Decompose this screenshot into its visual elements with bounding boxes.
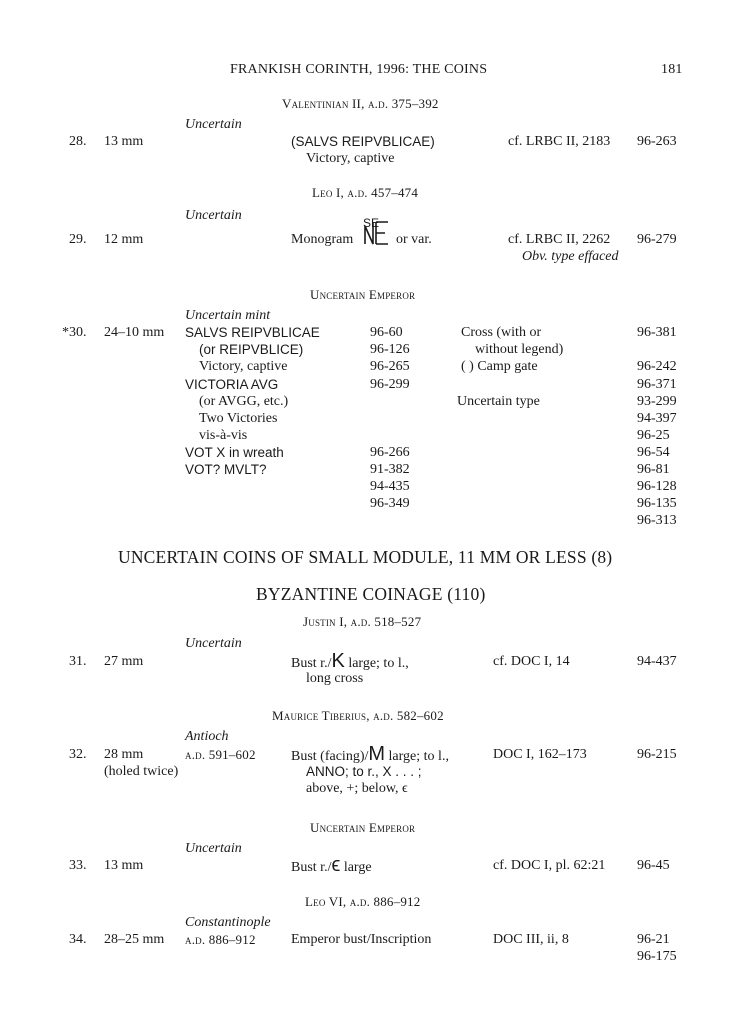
e32-inventory: 96-215 <box>637 747 677 762</box>
e33-obverse-detail: large <box>340 860 372 875</box>
e31-reference: cf. DOC I, 14 <box>493 654 570 669</box>
e31-obverse-bust: Bust r./ <box>291 656 332 671</box>
e30-legend: Victory, captive <box>199 359 288 374</box>
e34-inventory: 96-21 <box>637 932 670 947</box>
e28-number: 28. <box>69 134 87 149</box>
e30-obverse-inventory: 96-60 <box>370 325 403 340</box>
e32-size: 28 mm <box>104 747 144 762</box>
section-maurice-tiberius: Maurice Tiberius, a.d. 582–602 <box>272 708 444 723</box>
e30-obverse-inventory: 96-126 <box>370 342 410 357</box>
e28-size: 13 mm <box>104 134 144 149</box>
e30-reverse-inventory: 96-54 <box>637 445 670 460</box>
e30-reverse-type: Cross (with or <box>461 325 542 340</box>
e32-reverse-letter: M <box>368 743 386 765</box>
section-uncertain-emperor-2: Uncertain Emperor <box>310 820 416 835</box>
e28-reference: cf. LRBC II, 2183 <box>508 134 611 149</box>
monogram-letters: SE <box>363 216 380 230</box>
e29-monogram-variant: or var. <box>396 232 432 247</box>
e30-reverse-type: ( ) Camp gate <box>461 359 538 374</box>
e30-legend: (or AVGG, etc.) <box>199 394 289 409</box>
e30-reverse-inventory: 96-381 <box>637 325 677 340</box>
e34-inventory-2: 96-175 <box>637 949 677 964</box>
e32-obverse-bust: Bust (facing)/ <box>291 749 369 764</box>
e33-mint: Uncertain <box>185 841 242 856</box>
e31-number: 31. <box>69 654 87 669</box>
e29-monogram-label: Monogram <box>291 232 354 247</box>
e30-reverse-type: without legend) <box>475 342 564 357</box>
e33-number: 33. <box>69 858 87 873</box>
e30-reverse-inventory: 96-371 <box>637 377 677 392</box>
e34-size: 28–25 mm <box>104 932 165 947</box>
e31-size: 27 mm <box>104 654 144 669</box>
e29-size: 12 mm <box>104 232 144 247</box>
e32-size-note: (holed twice) <box>104 764 179 779</box>
e30-reverse-inventory: 96-25 <box>637 428 670 443</box>
e30-obverse-inventory: 96-265 <box>370 359 410 374</box>
e30-reverse-inventory: 96-313 <box>637 513 677 528</box>
e33-reverse-letter: ϵ <box>331 854 341 876</box>
e32-number: 32. <box>69 747 87 762</box>
heading-small-module: UNCERTAIN COINS OF SMALL MODULE, 11 MM OR LESS (8) <box>118 547 613 567</box>
e29-mint: Uncertain <box>185 208 242 223</box>
e29-inventory: 96-279 <box>637 232 677 247</box>
e31-reverse-letter: K <box>331 650 345 672</box>
e30-mint: Uncertain mint <box>185 308 271 323</box>
e32-obverse-detail: large; to l., <box>385 749 449 764</box>
e30-reverse-type: Uncertain type <box>457 394 540 409</box>
e32-mint: Antioch <box>185 729 229 744</box>
e30-obverse-inventory: 96-299 <box>370 377 410 392</box>
section-leo-i: Leo I, a.d. 457–474 <box>312 185 419 200</box>
e30-reverse-inventory: 93-299 <box>637 394 677 409</box>
e33-reference: cf. DOC I, pl. 62:21 <box>493 858 606 873</box>
section-uncertain-emperor: Uncertain Emperor <box>310 287 416 302</box>
e30-legend: SALVS REIPVBLICAE <box>185 325 320 340</box>
e30-legend: VICTORIA AVG <box>185 377 279 392</box>
e34-number: 34. <box>69 932 87 947</box>
e30-legend: VOT? MVLT? <box>185 462 267 477</box>
e32-obverse-line3: above, +; below, ϵ <box>306 781 408 796</box>
e28-legend: (SALVS REIPVBLICAE) <box>291 134 435 149</box>
e30-reverse-inventory: 96-81 <box>637 462 670 477</box>
e28-mint: Uncertain <box>185 117 242 132</box>
e32-date: a.d. 591–602 <box>185 747 256 762</box>
e30-reverse-inventory: 96-135 <box>637 496 677 511</box>
e30-obverse-inventory: 96-266 <box>370 445 410 460</box>
e33-obverse <box>291 854 372 876</box>
e28-type: Victory, captive <box>306 151 395 166</box>
e31-inventory: 94-437 <box>637 654 677 669</box>
e30-size: 24–10 mm <box>104 325 165 340</box>
e29-reference: cf. LRBC II, 2262 <box>508 232 611 247</box>
e30-reverse-inventory: 96-128 <box>637 479 677 494</box>
e29-note: Obv. type effaced <box>522 249 619 264</box>
e30-obverse-inventory: 94-435 <box>370 479 410 494</box>
e31-mint: Uncertain <box>185 636 242 651</box>
e31-obverse-detail: large; to l., <box>344 656 409 671</box>
page-number: 181 <box>661 62 683 77</box>
e34-reference: DOC III, ii, 8 <box>493 932 569 947</box>
e34-obverse: Emperor bust/Inscription <box>291 932 432 947</box>
running-title: FRANKISH CORINTH, 1996: THE COINS <box>230 62 488 77</box>
e34-mint: Constantinople <box>185 915 271 930</box>
e33-size: 13 mm <box>104 858 144 873</box>
e34-date: a.d. 886–912 <box>185 932 256 947</box>
e31-obverse-line2: long cross <box>306 671 364 686</box>
monogram-icon <box>362 216 394 248</box>
e30-obverse-inventory: 91-382 <box>370 462 410 477</box>
heading-byzantine: BYZANTINE COINAGE (110) <box>256 584 486 604</box>
section-justin-i: Justin I, a.d. 518–527 <box>303 614 422 629</box>
e30-obverse-inventory: 96-349 <box>370 496 410 511</box>
e33-obverse-bust: Bust r./ <box>291 860 332 875</box>
e29-number: 29. <box>69 232 87 247</box>
e30-legend: (or REIPVBLICE) <box>199 342 304 357</box>
e30-reverse-inventory: 94-397 <box>637 411 677 426</box>
e30-legend: VOT X in wreath <box>185 445 284 460</box>
e28-inventory: 96-263 <box>637 134 677 149</box>
e30-legend: vis-à-vis <box>199 428 248 443</box>
e30-number: *30. <box>62 325 87 340</box>
e30-reverse-inventory: 96-242 <box>637 359 677 374</box>
e30-legend: Two Victories <box>199 411 278 426</box>
section-leo-vi: Leo VI, a.d. 886–912 <box>305 894 421 909</box>
e32-obverse-line2: ANNO; to r., X . . . ; <box>306 764 422 779</box>
section-valentinian: Valentinian II, a.d. 375–392 <box>282 96 439 111</box>
e32-reference: DOC I, 162–173 <box>493 747 587 762</box>
e33-inventory: 96-45 <box>637 858 670 873</box>
